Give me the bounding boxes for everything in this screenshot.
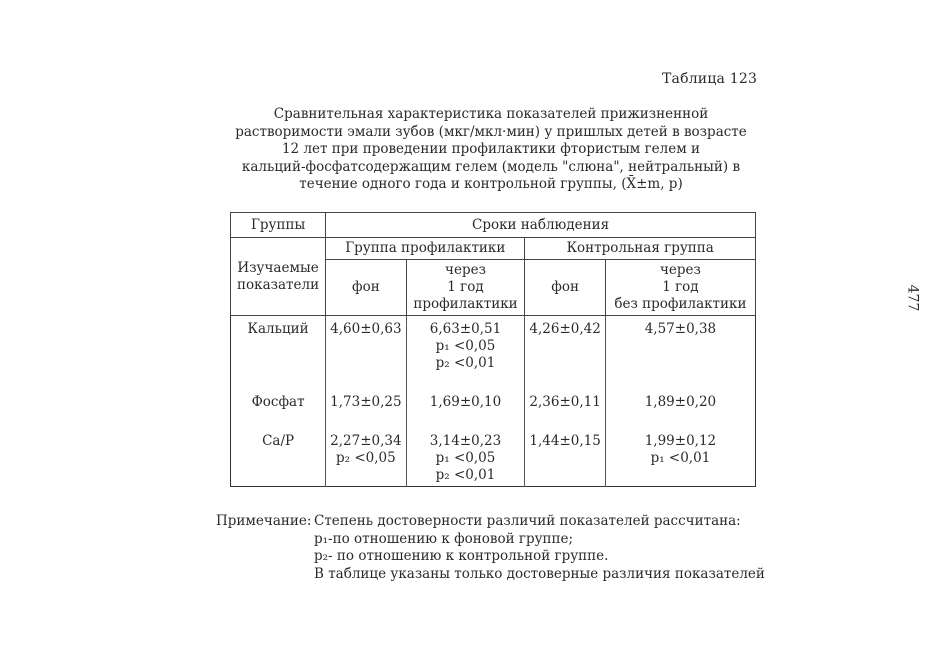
row-name: Ca/P xyxy=(262,433,295,449)
cell-ctrl-baseline xyxy=(525,316,605,375)
cell-line: p₁ <0,05 xyxy=(435,338,496,354)
cell-line: 1,73±0,25 xyxy=(330,394,402,410)
cell-prof-after xyxy=(406,316,525,375)
cell-line: 2,27±0,34 xyxy=(330,433,402,449)
cell-line: 1,69±0,10 xyxy=(429,394,502,410)
header-indicators-line: Изучаемые xyxy=(237,259,319,276)
cell-line: 4,60±0,63 xyxy=(330,321,402,337)
cell-prof-baseline xyxy=(326,374,406,413)
row-name: Фосфат xyxy=(251,394,305,410)
cell-line: p₂ <0,01 xyxy=(435,355,496,371)
note-line: В таблице указаны только достоверные различия показателей xyxy=(314,565,765,582)
cell-prof-baseline xyxy=(326,413,406,487)
header-line: профилактики xyxy=(413,296,518,312)
caption-line: растворимости эмали зубов (мкг/мкл·мин) у пришлых детей в возрасте xyxy=(235,123,747,140)
cell-ctrl-after xyxy=(605,413,755,487)
note-label: Примечание: xyxy=(216,513,312,529)
cell-line: 3,14±0,23 xyxy=(429,433,502,449)
cell-ctrl-baseline xyxy=(525,413,605,487)
cell-line: 1,44±0,15 xyxy=(529,433,601,449)
header-line: 1 год xyxy=(662,279,699,295)
cell-line: 2,36±0,11 xyxy=(529,394,601,410)
page-number: 477 xyxy=(904,284,921,312)
cell-line: 1,99±0,12 xyxy=(644,433,717,449)
caption-line: Сравнительная характеристика показателей прижизненной xyxy=(273,106,709,122)
cell-line: p₂ <0,05 xyxy=(336,450,396,466)
cell-ctrl-after xyxy=(605,374,755,413)
caption-line: 12 лет при проведении профилактики фтористым гелем и xyxy=(281,141,701,157)
cell-line: p₁ <0,05 xyxy=(435,450,496,466)
header-ctrl-after xyxy=(605,260,755,316)
header-groups: Группы xyxy=(231,213,326,238)
table-row-calcium xyxy=(231,316,756,375)
header-ctrl-baseline: фон xyxy=(525,260,605,316)
header-prof-baseline: фон xyxy=(326,260,406,316)
cell-prof-after xyxy=(406,413,525,487)
cell-line: p₂ <0,01 xyxy=(435,467,496,483)
header-line: через xyxy=(445,262,486,278)
cell-prof-baseline xyxy=(326,316,406,375)
row-name: Кальций xyxy=(247,321,309,337)
header-indicators xyxy=(231,238,326,316)
header-line: 1 год xyxy=(447,279,484,295)
header-indicators-line: показатели xyxy=(237,276,320,293)
cell-line: 6,63±0,51 xyxy=(429,321,502,337)
note-line: p₁-по отношению к фоновой группе; xyxy=(314,530,574,547)
cell-line: 1,89±0,20 xyxy=(644,394,717,410)
cell-line: p₁ <0,01 xyxy=(650,450,711,466)
header-line: без профилактики xyxy=(614,296,747,312)
table-note xyxy=(216,513,765,583)
table-caption xyxy=(216,106,766,194)
cell-ctrl-after xyxy=(605,316,755,375)
cell-line: 4,57±0,38 xyxy=(644,321,717,337)
header-prophylaxis-group: Группа профилактики xyxy=(326,238,525,260)
table-number: Таблица 123 xyxy=(662,71,758,87)
note-line: p₂- по отношению к контрольной группе. xyxy=(314,548,609,564)
table-row-ca-p xyxy=(231,413,756,487)
header-control-group: Контрольная группа xyxy=(525,238,756,260)
cell-line: 4,26±0,42 xyxy=(529,321,601,337)
caption-line: кальций-фосфатсодержащим гелем (модель "слюна", нейтральный) в xyxy=(241,158,741,175)
note-line: Степень достоверности различий показателей рассчитана: xyxy=(314,513,741,529)
data-table xyxy=(230,212,756,487)
header-line: через xyxy=(659,262,701,278)
header-observation-period: Сроки наблюдения xyxy=(326,213,756,238)
table-row-phosphate xyxy=(231,374,756,413)
caption-line: течение одного года и контрольной группы, (X̄±m, p) xyxy=(299,176,683,192)
cell-ctrl-baseline xyxy=(525,374,605,413)
header-prof-after xyxy=(406,260,525,316)
cell-prof-after xyxy=(406,374,525,413)
